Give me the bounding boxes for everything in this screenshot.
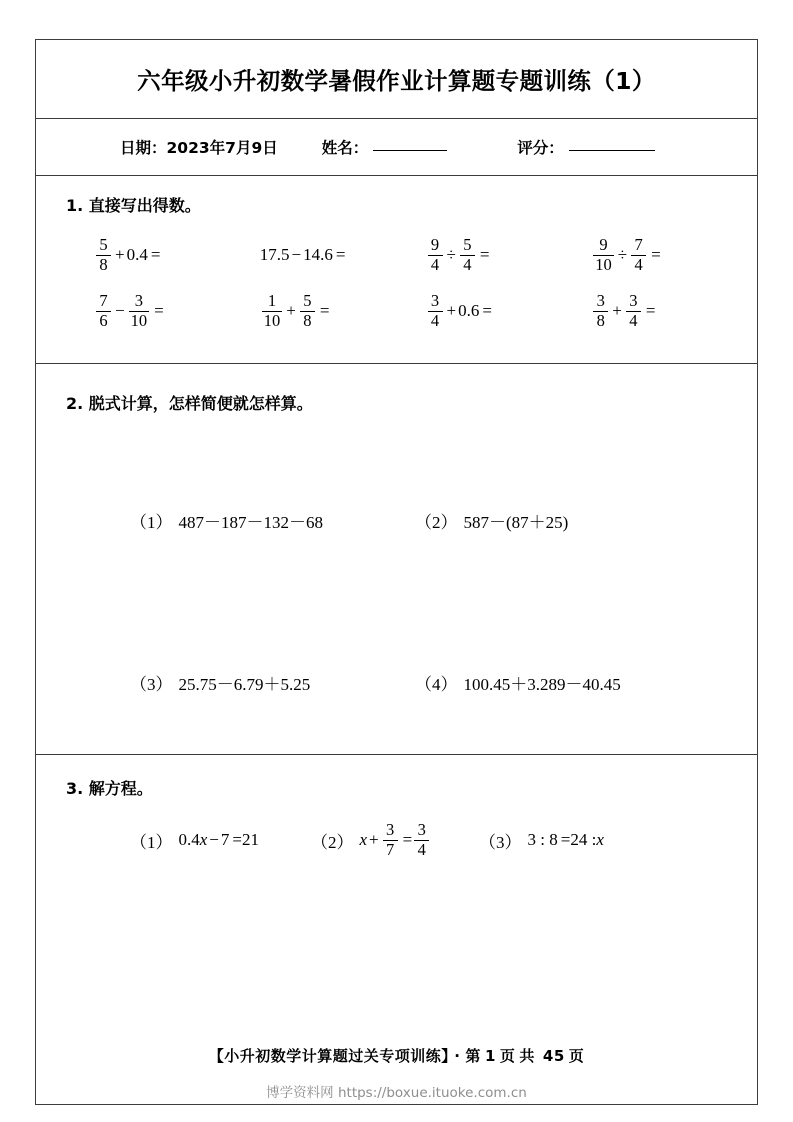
expr-2-1: 487－187－132－68 (178, 512, 323, 532)
section-1-questions (36, 227, 757, 339)
footer-total-pages: 45 (542, 1047, 565, 1065)
footer-page-number: 1 (484, 1047, 496, 1065)
expr-1-3 (426, 234, 490, 274)
fraction (262, 290, 283, 330)
equals-sign: = (402, 830, 413, 850)
equals-sign: = (335, 245, 346, 264)
fraction-numerator: 5 (99, 234, 108, 254)
equals-sign: = (645, 301, 656, 320)
fraction-denominator: 8 (303, 310, 312, 330)
footer-total-prefix: 共 (519, 1047, 535, 1065)
fraction-denominator: 8 (596, 310, 605, 330)
fraction-numerator: 7 (99, 290, 108, 310)
fraction-numerator: 9 (430, 234, 440, 254)
operator: + (286, 301, 296, 320)
operator: − (291, 245, 302, 264)
operator: − (209, 830, 219, 850)
number: 14.6 (303, 245, 333, 264)
fraction (428, 290, 443, 330)
operator: + (612, 301, 622, 320)
fraction (96, 290, 111, 330)
expr-1-5 (94, 290, 164, 330)
fraction (129, 290, 150, 330)
number: 0.6 (458, 301, 480, 320)
fraction (428, 234, 443, 274)
expr-2-3: 25.75－6.79＋5.25 (178, 674, 311, 694)
fraction-numerator: 5 (303, 290, 312, 310)
expr-1-4 (591, 234, 661, 274)
fraction (96, 234, 111, 274)
header-info-row (36, 118, 757, 175)
section-1-heading: 1. 直接写出得数。 (66, 196, 201, 215)
expr-1-7 (426, 290, 492, 330)
fraction-denominator: 8 (99, 254, 108, 274)
date-label: 日期： (120, 138, 167, 157)
title-cell (36, 40, 757, 118)
name-blank-line[interactable] (373, 149, 447, 151)
number: 0.4 (126, 245, 148, 264)
question-label: （4） (415, 674, 458, 694)
name-label: 姓名： (321, 138, 369, 157)
equals-sign: = (150, 245, 161, 264)
question-item (130, 508, 415, 533)
fraction (631, 234, 646, 274)
fraction (626, 290, 641, 330)
question-item (591, 290, 757, 330)
fraction (593, 234, 614, 274)
expr-3-2 (360, 822, 432, 859)
operator: + (369, 830, 379, 850)
expr-2-2: 587－(87＋25) (463, 512, 569, 532)
fraction-numerator: 3 (596, 290, 605, 310)
question-label: （2） (311, 832, 354, 852)
number: 3 : 8 (527, 830, 558, 850)
question-item (426, 234, 592, 274)
watermark-site-name: 博学资料网 (266, 1085, 334, 1101)
fraction-numerator: 3 (629, 290, 638, 310)
question-item (591, 234, 757, 274)
fraction-denominator: 10 (263, 310, 281, 330)
watermark (0, 1081, 793, 1101)
footer-page-prefix: 第 (465, 1047, 481, 1065)
variable: x (359, 830, 368, 850)
section-2 (36, 363, 757, 754)
fraction-denominator: 4 (634, 254, 643, 274)
number: 0.4 (178, 830, 200, 850)
equals-sign: = (479, 245, 490, 264)
score-blank-line[interactable] (569, 149, 655, 151)
fraction (383, 822, 398, 859)
question-label: （3） (479, 832, 522, 852)
fraction (460, 234, 475, 274)
fraction-denominator: 7 (386, 839, 395, 859)
fraction-denominator: 4 (463, 254, 472, 274)
question-item (311, 822, 479, 859)
expr-1-8 (591, 290, 656, 330)
question-row (130, 822, 757, 859)
question-item (415, 670, 700, 695)
question-row (130, 601, 757, 763)
question-row (94, 227, 757, 283)
date-field (120, 136, 278, 158)
fraction-denominator: 6 (99, 310, 108, 330)
fraction (414, 822, 429, 859)
section-3-questions (36, 822, 757, 859)
fraction (300, 290, 315, 330)
fraction-denominator: 10 (130, 310, 148, 330)
operator: − (115, 301, 125, 320)
fraction-denominator: 4 (629, 310, 638, 330)
question-item (260, 245, 426, 265)
footer-series: 【小升初数学计算题过关专项训练】 (208, 1047, 450, 1065)
operator: + (446, 301, 457, 320)
question-item (94, 290, 260, 330)
expr-1-1 (94, 234, 161, 274)
fraction-denominator: 4 (430, 254, 440, 274)
watermark-url: https://boxue.ituoke.com.cn (337, 1085, 527, 1101)
page-footer (36, 1045, 757, 1066)
variable: x (596, 830, 604, 850)
fraction-numerator: 7 (634, 234, 643, 254)
expr-3-3 (528, 830, 604, 850)
number: 7 (220, 830, 230, 850)
date-value: 2023年7月9日 (166, 138, 278, 157)
question-item (130, 670, 415, 695)
expr-1-2 (260, 245, 346, 265)
section-1 (36, 175, 757, 363)
operator: ÷ (617, 245, 628, 264)
name-field (322, 136, 448, 158)
equals-sign: = (560, 830, 571, 850)
equals-sign: = (482, 301, 492, 320)
fraction-numerator: 1 (267, 290, 277, 310)
question-row (94, 283, 757, 339)
fraction-denominator: 4 (430, 310, 440, 330)
equals-sign: = (154, 301, 164, 320)
expr-3-1 (179, 830, 259, 850)
question-item (415, 508, 700, 533)
fraction-numerator: 9 (599, 234, 608, 254)
fraction-numerator: 3 (386, 820, 395, 839)
question-label: （3） (130, 674, 173, 694)
fraction-numerator: 3 (430, 290, 440, 310)
score-label: 评分： (517, 138, 564, 157)
question-item (479, 828, 659, 853)
number: 21 (241, 830, 259, 850)
expr-2-4: 100.45＋3.289－40.45 (463, 674, 621, 694)
fraction-numerator: 3 (134, 290, 143, 310)
operator: ÷ (446, 245, 456, 264)
section-2-heading: 2. 脱式计算，怎样简便就怎样算。 (66, 394, 313, 413)
question-label: （1） (130, 512, 173, 532)
fraction-numerator: 5 (463, 234, 472, 254)
question-row (130, 439, 757, 601)
fraction-denominator: 4 (417, 839, 426, 859)
question-label: （2） (415, 512, 458, 532)
fraction-numerator: 3 (417, 820, 426, 839)
footer-total-unit: 页 (568, 1047, 585, 1065)
number: 17.5 (259, 245, 290, 264)
page-title: 六年级小升初数学暑假作业计算题专题训练（1） (137, 67, 656, 95)
worksheet-page (35, 39, 758, 1105)
variable: x (199, 830, 208, 850)
footer-page-unit: 页 (499, 1047, 516, 1065)
question-item (426, 290, 592, 330)
operator: + (115, 245, 125, 264)
question-item (130, 828, 311, 853)
question-label: （1） (130, 832, 173, 852)
score-field (517, 136, 655, 158)
equals-sign: = (232, 830, 242, 850)
footer-dot: · (454, 1047, 461, 1065)
equals-sign: = (319, 301, 330, 320)
equals-sign: = (651, 245, 661, 264)
question-item (94, 234, 260, 274)
section-3-heading: 3. 解方程。 (66, 779, 153, 798)
expr-1-6 (260, 290, 330, 330)
fraction-denominator: 10 (595, 254, 612, 274)
section-2-questions (36, 439, 757, 763)
fraction (593, 290, 608, 330)
question-item (260, 290, 426, 330)
number: 24 : (570, 830, 597, 850)
